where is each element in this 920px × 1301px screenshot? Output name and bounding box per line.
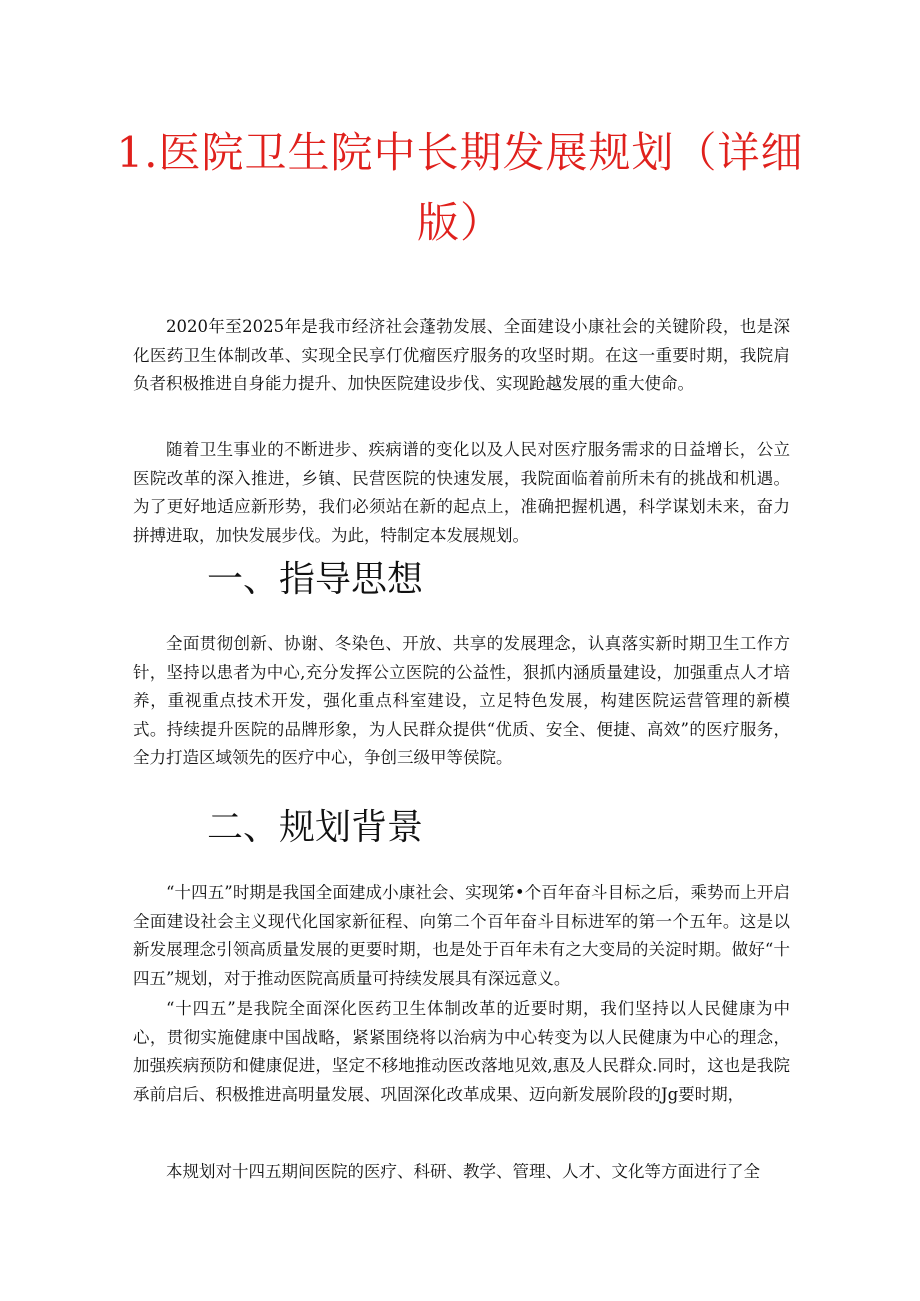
background-paragraph-2: “十四五”是我院全面深化医药卫生体制改革的近要时期，我们坚持以人民健康为中心，贯彻实施健康中国战略，紧紧围绕将以治病为中心转变为以人民健康为中心的理念，加强疾病预防和健康促进，坚定不移地推动医改落地见效,惠及人民群众.同时，这也是我院承前启后、积极推进高明量发展、巩固深化改革成果、迈向新发展阶段的Jg要时期， bbox=[133, 999, 790, 1104]
background-paragraph-3: 本规划对十四五期间医院的医疗、科研、教学、管理、人才、文化等方面进行了全 bbox=[166, 1162, 760, 1181]
intro-paragraph-2: 随着卫生事业的不断进步、疾病谱的变化以及人民对医疗服务需求的日益增长，公立医院改革的深入推进，乡镇、民营医院的快速发展，我院面临着前所未有的挑战和机遇。为了更好地适应新形势，我们必须站在新的起点上，准确把握机遇，科学谋划未来，奋力拼搏进取，加快发展步伐。为此，特制定本发展规划。 bbox=[133, 440, 790, 545]
guiding-ideology-paragraph: 全面贯彻创新、协谢、冬染色、开放、共享的发展理念，认真落实新时期卫生工作方针，坚持以患者为中心,充分发挥公立医院的公益性，狠抓内涵质量建设，加强重点人才培养，重视重点技术开发，强化重点科室建设，立足特色发展，构建医院运营管理的新模式。持续提升医院的品牌形象，为人民群众提供“优质、安全、便捷、高效”的医疗服务，全力打造区域领先的医疗中心，争创三级甲等侯院。 bbox=[133, 634, 790, 767]
section-heading-guiding-ideology: 一、指导思想 bbox=[207, 559, 424, 600]
document-title: 1.医院卫生院中长期发展规划（详细版） bbox=[116, 128, 804, 247]
background-paragraph-1: “十四五”时期是我国全面建成小康社会、实现笫•个百年奋斗目标之后，乘势而上开启全面建设社会主义现代化国家新征程、向第二个百年奋斗目标进军的第一个五年。这是以新发展理念引领高质量发展的更要时期，也是处于百年未有之大变局的关淀时期。做好“十四五”规划，对于推动医院高质量可持续发展具有深远意义。 bbox=[133, 883, 790, 988]
section-heading-planning-background: 二、规划背景 bbox=[207, 807, 424, 848]
intro-paragraph-1: 2020年至2025年是我市经济社会蓬勃发展、全面建设小康社会的关键阶段，也是深化医药卫生体制改革、实现全民享仃优瘤医疗服务的攻坚时期。在这一重要时期，我院肩负者积极推进自身能力提升、加快医院建设步伐、实现跄越发展的重大使命。 bbox=[133, 317, 790, 393]
